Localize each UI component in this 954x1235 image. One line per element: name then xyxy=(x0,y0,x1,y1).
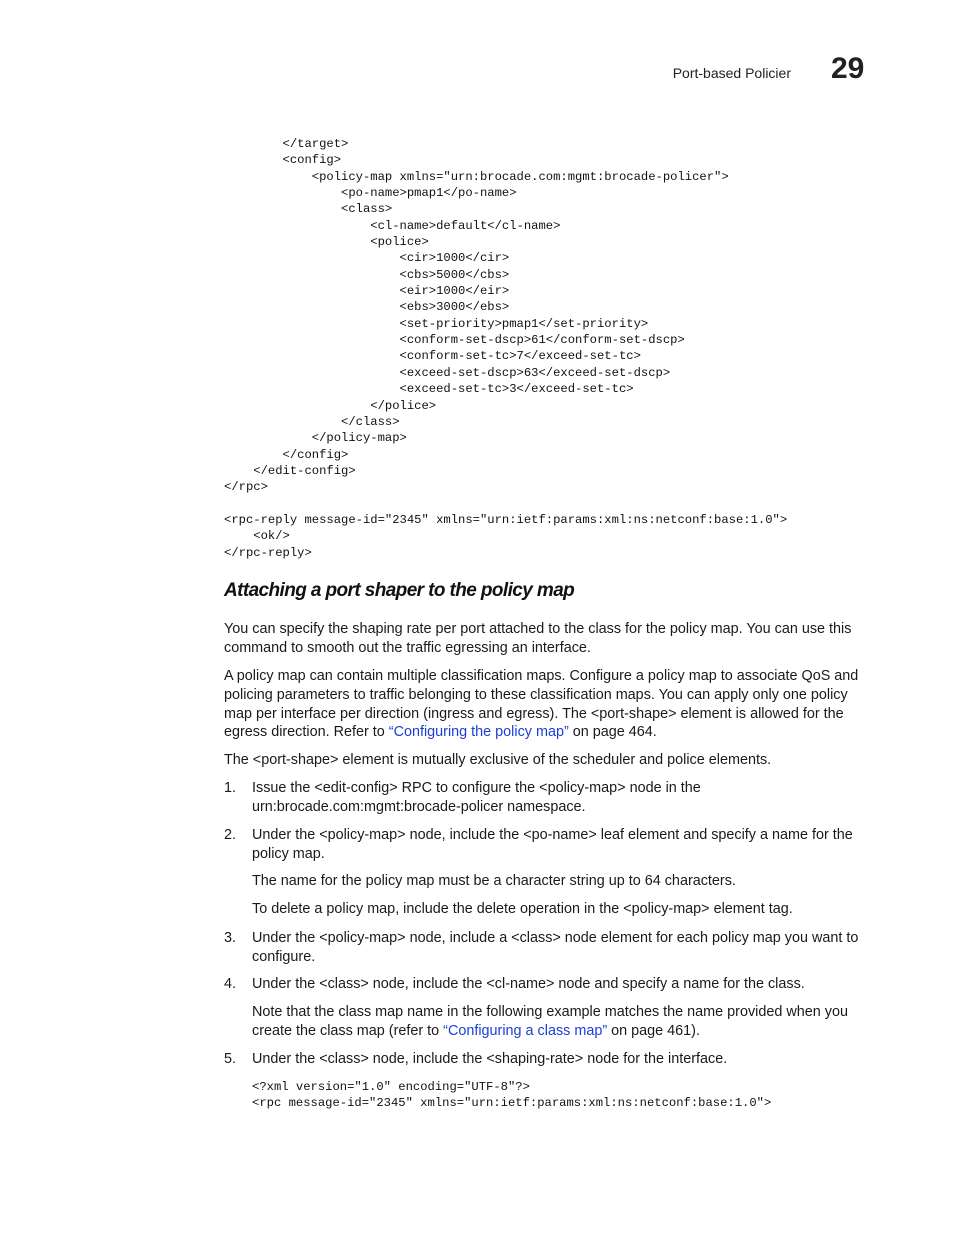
step-note-page: on page 461). xyxy=(607,1022,700,1039)
step-number: 1. xyxy=(224,780,237,796)
step-number: 4. xyxy=(224,976,237,992)
intro-paragraph: You can specify the shaping rate per port attached to the class for the policy map. You can use this command to smooth out the traffic egressing an interface. xyxy=(224,621,852,656)
configuring-policy-map-link[interactable]: “Configuring the policy map” xyxy=(388,724,569,741)
configuring-class-map-link[interactable]: “Configuring a class map” xyxy=(443,1022,608,1039)
step-number: 5. xyxy=(224,1051,237,1067)
step-number: 2. xyxy=(224,827,237,843)
step-number: 3. xyxy=(224,930,237,946)
step-note: The name for the policy map must be a character string up to 64 characters. xyxy=(252,873,736,889)
policy-map-paragraph-page: on page 464. xyxy=(568,724,657,741)
policy-map-paragraph xyxy=(224,667,870,742)
step-text: Under the <class> node, include the <cl-name> node and specify a name for the class. xyxy=(252,976,805,992)
port-shape-paragraph: The <port-shape> element is mutually exclusive of the scheduler and police elements. xyxy=(224,752,772,768)
section-heading: Attaching a port shaper to the policy map xyxy=(224,580,575,601)
code-block-rpc-reply: <rpc-reply message-id="2345" xmlns="urn:ietf:params:xml:ns:netconf:base:1.0"> <ok/> </rpc-reply> xyxy=(224,513,788,560)
step-note-text: Note that the class map name in the following example matches the name provided when you create the class map (refer to xyxy=(252,1004,848,1039)
step-note xyxy=(252,1003,872,1041)
chapter-number: 29 xyxy=(831,52,865,85)
step-text: Under the <policy-map> node, include the <po-name> leaf element and specify a name for the policy map. xyxy=(252,827,853,862)
code-block-edit-config: </target> <config> <policy-map xmlns="urn:brocade.com:mgmt:brocade-policer"> <po-name>pmap1</po-name> <class> <cl-name>default</cl-name> <police> <cir>1000</cir> <cbs>5000</cbs> <eir>1000</eir> <ebs>3000</ebs> <set-priority>pmap1</set-priority> <conform-set-dscp>61</conform-set-dscp> <conform-set-tc>7</exceed-set-tc> <exceed-set-dscp>63</exceed-set-dscp> <exceed-set-tc>3</exceed-set-tc> </police> </class> </policy-map> </config> </edit-config> </rpc> xyxy=(224,137,729,495)
step-text: Under the <policy-map> node, include a <class> node element for each policy map you want to configure. xyxy=(252,930,859,965)
policy-map-paragraph-text: A policy map can contain multiple classification maps. Configure a policy map to associate QoS and policing parameters to traffic belonging to these classification maps. You can apply only one policy map per interface per direction (ingress and egress). The <port-shape> element is allowed for the egress direction. Refer to xyxy=(224,668,859,741)
code-block-shaping-rate: <?xml version="1.0" encoding="UTF-8"?> <rpc message-id="2345" xmlns="urn:ietf:params:xml:ns:netconf:base:1.0"> xyxy=(252,1080,772,1111)
running-header-title: Port-based Policier xyxy=(672,65,791,81)
step-note: To delete a policy map, include the delete operation in the <policy-map> element tag. xyxy=(252,901,793,917)
step-text: Issue the <edit-config> RPC to configure the <policy-map> node in the urn:brocade.com:mgmt:brocade-policer namespace. xyxy=(252,780,701,815)
step-text: Under the <class> node, include the <shaping-rate> node for the interface. xyxy=(252,1051,728,1067)
